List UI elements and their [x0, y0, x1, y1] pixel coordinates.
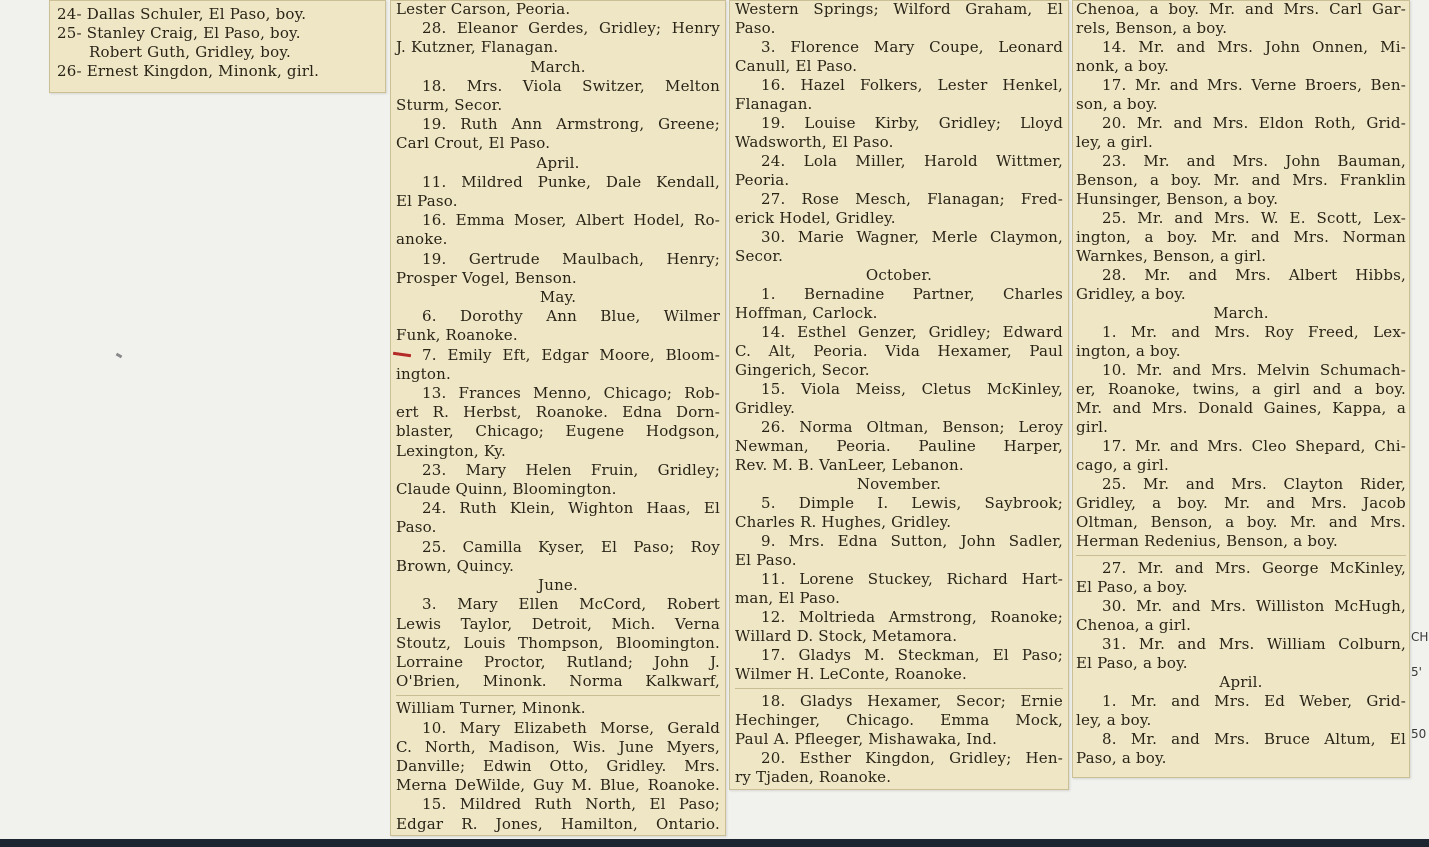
entry-line: 14. Mr. and Mrs. John Onnen, Mi-	[1102, 38, 1406, 56]
entry-line: Oltman, Benson, a boy. Mr. and Mrs.	[1076, 513, 1406, 531]
entry-line: Hoffman, Carlock.	[735, 304, 878, 322]
entry-line: ert R. Herbst, Roanoke. Edna Dorn-	[396, 403, 720, 422]
entry-line: Chenoa, a boy. Mr. and Mrs. Carl Gar-	[1076, 0, 1406, 18]
entry-line: C. Alt, Peoria. Vida Hexamer, Paul	[735, 342, 1063, 360]
entry-line: 11. Lorene Stuckey, Richard Hart-	[761, 570, 1063, 588]
month-heading: October.	[865, 266, 933, 284]
entry-line: 24. Lola Miller, Harold Wittmer,	[761, 152, 1063, 170]
entry-line: 7. Emily Eft, Edgar Moore, Bloom-	[422, 345, 720, 364]
month-heading: June.	[538, 576, 578, 595]
entry-line: 8. Mr. and Mrs. Bruce Altum, El	[1102, 730, 1406, 748]
entry-line: 20. Esther Kingdon, Gridley; Hen-	[761, 749, 1063, 767]
entry-line: 17. Mr. and Mrs. Cleo Shepard, Chi-	[1102, 437, 1406, 455]
entry-line: Chenoa, a girl.	[1076, 616, 1192, 634]
entry-line: Western Springs; Wilford Graham, El	[735, 0, 1063, 18]
clipping-births-top-left	[49, 0, 386, 93]
entry-line: ry Tjaden, Roanoke.	[735, 768, 892, 786]
entry-line: 19. Ruth Ann Armstrong, Greene;	[422, 115, 720, 134]
edge-fragment: 50	[1411, 727, 1427, 741]
entry-line: 19. Gertrude Maulbach, Henry;	[422, 249, 720, 268]
entry-line: C. North, Madison, Wis. June Myers,	[396, 737, 720, 756]
entry-line: nonk, a boy.	[1076, 57, 1169, 75]
clipping-seam	[396, 695, 720, 696]
entry-line: Lexington, Ky.	[396, 441, 506, 460]
entry-line: ington.	[396, 364, 451, 383]
entry-line: Sturm, Secor.	[396, 96, 503, 115]
entry-line: 30. Mr. and Mrs. Williston McHugh,	[1102, 597, 1406, 615]
entry-line: ington, a boy.	[1076, 342, 1181, 360]
entry-line: 3. Mary Ellen McCord, Robert	[422, 595, 720, 614]
entry-line: Danville; Edwin Otto, Gridley. Mrs.	[396, 756, 720, 775]
month-heading: March.	[530, 57, 586, 76]
entry-line: 16. Hazel Folkers, Lester Henkel,	[761, 76, 1063, 94]
entry-line: Canull, El Paso.	[735, 57, 858, 75]
entry-line: Lewis Taylor, Detroit, Mich. Verna	[396, 614, 720, 633]
entry-line: Mr. and Mrs. Donald Gaines, Kappa, a	[1076, 399, 1406, 417]
entry-line: 5. Dimple I. Lewis, Saybrook;	[761, 494, 1063, 512]
edge-fragment: 5'	[1411, 665, 1422, 679]
entry-line: Gridley, a boy.	[1076, 285, 1186, 303]
entry-line: Hechinger, Chicago. Emma Mock,	[735, 711, 1063, 729]
entry-line: 18. Gladys Hexamer, Secor; Ernie	[761, 692, 1063, 710]
entry-line: 26. Norma Oltman, Benson; Leroy	[761, 418, 1063, 436]
entry-line: 10. Mary Elizabeth Morse, Gerald	[422, 718, 720, 737]
month-heading: April.	[536, 153, 580, 172]
entry-line: 27. Rose Mesch, Flanagan; Fred-	[761, 190, 1063, 208]
entry-line: Peoria.	[735, 171, 790, 189]
entry-line: anoke.	[396, 230, 448, 249]
entry-line: El Paso, a boy.	[1076, 654, 1188, 672]
clipping-seam	[1076, 555, 1406, 556]
entry-line: 20. Mr. and Mrs. Eldon Roth, Grid-	[1102, 114, 1406, 132]
entry-line: Funk, Roanoke.	[396, 326, 518, 345]
entry-line: man, El Paso.	[735, 589, 841, 607]
entry-line: 19. Louise Kirby, Gridley; Lloyd	[761, 114, 1063, 132]
month-heading: March.	[1213, 304, 1269, 322]
entry-line: cago, a girl.	[1076, 456, 1169, 474]
entry-line: girl.	[1076, 418, 1109, 436]
entry-line: Merna DeWilde, Guy M. Blue, Roanoke.	[396, 776, 720, 795]
entry-line: son, a boy.	[1076, 95, 1158, 113]
entry-line: Gridley.	[735, 399, 796, 417]
entry-line: blaster, Chicago; Eugene Hodgson,	[396, 422, 720, 441]
entry-line: 17. Mr. and Mrs. Verne Broers, Ben-	[1102, 76, 1406, 94]
entry-line: 1. Bernadine Partner, Charles	[761, 285, 1063, 303]
entry-line: ley, a boy.	[1076, 711, 1152, 729]
entry-line: 18. Mrs. Viola Switzer, Melton	[422, 76, 720, 95]
entry-line: 24- Dallas Schuler, El Paso, boy.	[57, 5, 307, 23]
clipping-seam	[735, 688, 1063, 689]
entry-line: 6. Dorothy Ann Blue, Wilmer	[422, 307, 720, 326]
entry-line: Paso, a boy.	[1076, 749, 1167, 767]
entry-line: Prosper Vogel, Benson.	[396, 268, 577, 287]
entry-line: Warnkes, Benson, a girl.	[1076, 247, 1267, 265]
entry-line: Brown, Quincy.	[396, 556, 515, 575]
entry-line: 17. Gladys M. Steckman, El Paso;	[761, 646, 1063, 664]
entry-line: Lorraine Proctor, Rutland; John J.	[396, 652, 720, 671]
page-mark	[116, 353, 123, 359]
entry-line: 25. Camilla Kyser, El Paso; Roy	[422, 537, 720, 556]
entry-line: Wilmer H. LeConte, Roanoke.	[735, 665, 967, 683]
entry-line: 9. Mrs. Edna Sutton, John Sadler,	[761, 532, 1063, 550]
entry-line: 26- Ernest Kingdon, Minonk, girl.	[57, 62, 320, 80]
entry-line: J. Kutzner, Flanagan.	[396, 38, 559, 57]
month-heading: May.	[539, 288, 577, 307]
entry-line: Benson, a boy. Mr. and Mrs. Franklin	[1076, 171, 1406, 189]
scanner-bed-edge	[0, 839, 1429, 847]
entry-line: 23. Mary Helen Fruin, Gridley;	[422, 460, 720, 479]
entry-line: El Paso, a boy.	[1076, 578, 1188, 596]
entry-line: El Paso.	[396, 192, 458, 211]
entry-line: 25. Mr. and Mrs. W. E. Scott, Lex-	[1102, 209, 1406, 227]
entry-line: 11. Mildred Punke, Dale Kendall,	[422, 172, 720, 191]
entry-line: 28. Eleanor Gerdes, Gridley; Henry	[422, 19, 720, 38]
entry-line: Charles R. Hughes, Gridley.	[735, 513, 952, 531]
entry-line: Paso.	[396, 518, 437, 537]
entry-line: 10. Mr. and Mrs. Melvin Schumach-	[1102, 361, 1406, 379]
month-heading: April.	[1219, 673, 1263, 691]
entry-line: Stoutz, Louis Thompson, Bloomington.	[396, 633, 720, 652]
entry-line: 24. Ruth Klein, Wighton Haas, El	[422, 499, 720, 518]
entry-line: 12. Moltrieda Armstrong, Roanoke;	[761, 608, 1063, 626]
entry-line: Flanagan.	[735, 95, 813, 113]
entry-line: 16. Emma Moser, Albert Hodel, Ro-	[422, 211, 720, 230]
entry-line: El Paso.	[735, 551, 797, 569]
entry-line: 25. Mr. and Mrs. Clayton Rider,	[1102, 475, 1406, 493]
entry-line: 15. Viola Meiss, Cletus McKinley,	[761, 380, 1063, 398]
entry-line: 13. Frances Menno, Chicago; Rob-	[422, 384, 720, 403]
entry-line: 27. Mr. and Mrs. George McKinley,	[1102, 559, 1406, 577]
entry-line: Paul A. Pfleeger, Mishawaka, Ind.	[735, 730, 998, 748]
entry-line: Edgar R. Jones, Hamilton, Ontario.	[396, 814, 720, 833]
entry-line: ington, a boy. Mr. and Mrs. Norman	[1076, 228, 1406, 246]
entry-line: William Turner, Minonk.	[396, 699, 586, 718]
entry-line: O'Brien, Minonk. Norma Kalkwarf,	[396, 672, 720, 691]
clipping-marriages-column-2	[729, 0, 1069, 790]
entry-line: Willard D. Stock, Metamora.	[735, 627, 958, 645]
entry-line: 14. Esthel Genzer, Gridley; Edward	[761, 323, 1063, 341]
entry-line: ley, a girl.	[1076, 133, 1153, 151]
entry-line: er, Roanoke, twins, a girl and a boy.	[1076, 380, 1406, 398]
entry-line: Newman, Peoria. Pauline Harper,	[735, 437, 1063, 455]
entry-line: Robert Guth, Gridley, boy.	[89, 43, 291, 61]
entry-line: 15. Mildred Ruth North, El Paso;	[422, 795, 720, 814]
entry-line: Herman Redenius, Benson, a boy.	[1076, 532, 1339, 550]
entry-line: 30. Marie Wagner, Merle Claymon,	[761, 228, 1063, 246]
entry-line: 3. Florence Mary Coupe, Leonard	[761, 38, 1063, 56]
entry-line: 28. Mr. and Mrs. Albert Hibbs,	[1102, 266, 1406, 284]
entry-line: 23. Mr. and Mrs. John Bauman,	[1102, 152, 1406, 170]
entry-line: 1. Mr. and Mrs. Ed Weber, Grid-	[1102, 692, 1406, 710]
entry-line: Gingerich, Secor.	[735, 361, 870, 379]
entry-line: Rev. M. B. VanLeer, Lebanon.	[735, 456, 964, 474]
entry-line: 25- Stanley Craig, El Paso, boy.	[57, 24, 301, 42]
entry-line: 31. Mr. and Mrs. William Colburn,	[1102, 635, 1406, 653]
entry-line: 1. Mr. and Mrs. Roy Freed, Lex-	[1102, 323, 1406, 341]
entry-line: Lester Carson, Peoria.	[396, 0, 571, 18]
entry-line: rels, Benson, a boy.	[1076, 19, 1228, 37]
entry-line: erick Hodel, Gridley.	[735, 209, 896, 227]
clipping-births-column	[1072, 0, 1410, 778]
clipping-marriages-column-1	[390, 0, 726, 836]
month-heading: November.	[856, 475, 942, 493]
entry-line: Claude Quinn, Bloomington.	[396, 480, 617, 499]
entry-line: Gridley, a boy. Mr. and Mrs. Jacob	[1076, 494, 1406, 512]
entry-line: Wadsworth, El Paso.	[735, 133, 894, 151]
entry-line: Carl Crout, El Paso.	[396, 134, 551, 153]
entry-line: Hunsinger, Benson, a boy.	[1076, 190, 1279, 208]
edge-fragment: CH	[1411, 630, 1429, 644]
entry-line: Secor.	[735, 247, 784, 265]
entry-line: Paso.	[735, 19, 776, 37]
